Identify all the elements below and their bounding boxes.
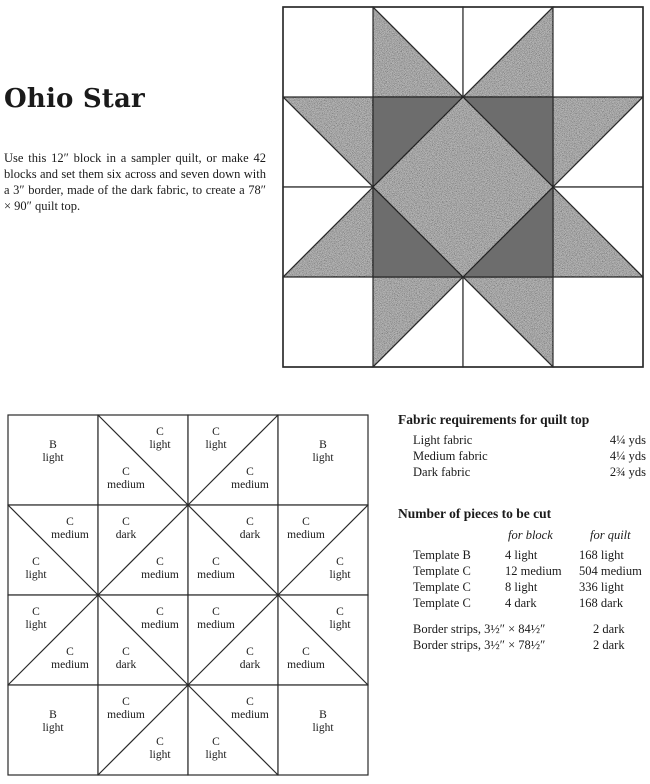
corner-square	[283, 277, 373, 367]
template-label: B light	[42, 439, 64, 464]
intro-paragraph: Use this 12″ block in a sampler quilt, or make 42 blocks and set them six across and seven down with a 3″ border, made of the dark fabric, to create a 78″ × 90″ quilt top.	[4, 151, 266, 213]
piece-block-count: 4 light	[505, 548, 538, 562]
template-label: B light	[42, 709, 64, 734]
piece-quilt-count: 504 medium	[579, 564, 642, 578]
piece-template-label: Template C	[413, 580, 471, 594]
template-label: C light	[329, 556, 351, 581]
template-label: C medium	[197, 606, 235, 631]
piece-block-count: 4 dark	[505, 596, 537, 610]
border-strip-label: Border strips, 3½″ × 84½″	[413, 622, 546, 636]
template-label: C light	[205, 736, 227, 761]
piece-quilt-count: 168 light	[579, 548, 624, 562]
fabric-amount: 2¾ yds	[609, 465, 646, 479]
border-strip-count: 2 dark	[593, 638, 625, 652]
piece-block-count: 12 medium	[505, 564, 562, 578]
template-label: C light	[205, 426, 227, 451]
fabric-label: Medium fabric	[413, 449, 488, 463]
template-label: C light	[25, 606, 47, 631]
template-label: C light	[25, 556, 47, 581]
template-label: C medium	[231, 466, 269, 491]
border-strip-label: Border strips, 3½″ × 78½″	[413, 638, 546, 652]
fabric-requirements-heading: Fabric requirements for quilt top	[398, 412, 590, 427]
template-label: B light	[312, 709, 334, 734]
corner-square	[553, 277, 643, 367]
template-label: C medium	[287, 646, 325, 671]
template-label: C medium	[51, 646, 89, 671]
template-label: C medium	[287, 516, 325, 541]
corner-square	[283, 7, 373, 97]
template-label: C medium	[231, 696, 269, 721]
template-label: C light	[149, 736, 171, 761]
piece-template-label: Template B	[413, 548, 471, 562]
piece-block-count: 8 light	[505, 580, 538, 594]
template-label: C dark	[115, 516, 137, 541]
col-header-for-block: for block	[508, 528, 553, 542]
template-label: C dark	[239, 646, 261, 671]
template-label: C medium	[141, 606, 179, 631]
page-title: Ohio Star	[4, 84, 145, 114]
corner-square	[553, 7, 643, 97]
ohio-star-block-illustration	[280, 4, 646, 370]
template-label: C medium	[141, 556, 179, 581]
template-label: C dark	[115, 646, 137, 671]
template-label: C medium	[107, 466, 145, 491]
border-strip-count: 2 dark	[593, 622, 625, 636]
fabric-label: Light fabric	[413, 433, 473, 447]
template-label: C dark	[239, 516, 261, 541]
template-diagram	[5, 412, 371, 778]
piece-template-label: Template C	[413, 564, 471, 578]
template-label: B light	[312, 439, 334, 464]
template-label: C medium	[197, 556, 235, 581]
piece-quilt-count: 168 dark	[579, 596, 624, 610]
piece-quilt-count: 336 light	[579, 580, 624, 594]
col-header-for-quilt: for quilt	[590, 528, 631, 542]
template-label: C medium	[51, 516, 89, 541]
template-label: C light	[329, 606, 351, 631]
pieces-heading: Number of pieces to be cut	[398, 506, 552, 521]
fabric-label: Dark fabric	[413, 465, 471, 479]
fabric-amount: 4¼ yds	[609, 449, 646, 463]
template-label: C light	[149, 426, 171, 451]
piece-template-label: Template C	[413, 596, 471, 610]
template-label: C medium	[107, 696, 145, 721]
fabric-amount: 4¼ yds	[609, 433, 646, 447]
